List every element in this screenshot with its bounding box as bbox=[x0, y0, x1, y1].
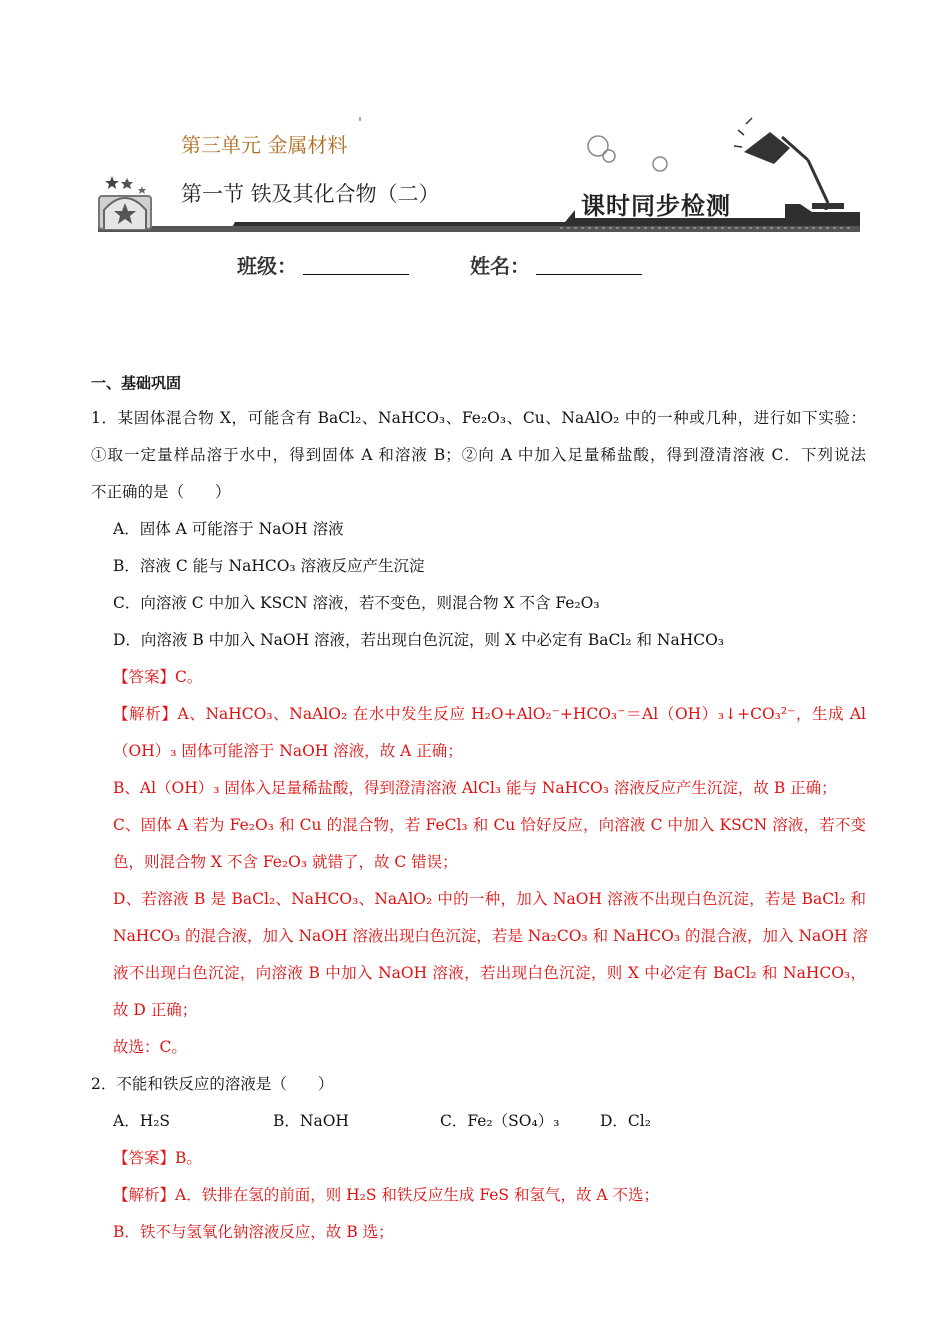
school-gate-icon bbox=[99, 176, 151, 229]
q2-option-c: C．Fe₂（SO₄）₃ bbox=[440, 1112, 560, 1130]
document-body bbox=[91, 368, 866, 1251]
q1-stem-line: 1．某固体混合物 X，可能含有 BaCl₂、NaHCO₃、Fe₂O₃、Cu、NaAlO₂ 中的一种或几种，进行如下实验： bbox=[91, 409, 866, 427]
q1-explanation-line: 液不出现白色沉淀，向溶液 B 中加入 NaOH 溶液，若出现白色沉淀，则 X 中必定有 BaCl₂ 和 NaHCO₃， bbox=[113, 964, 866, 982]
class-label: 班级： bbox=[237, 254, 297, 278]
q1-explanation-line: 【解析】A、NaHCO₃、NaAlO₂ 在水中发生反应 H₂O+AlO₂⁻+HCO₃⁻＝Al（OH）₃↓+CO₃²⁻，生成 Al bbox=[113, 705, 866, 723]
q1-option-a: A．固体 A 可能溶于 NaOH 溶液 bbox=[113, 520, 344, 538]
q1-explanation-line: （OH）₃ 固体可能溶于 NaOH 溶液，故 A 正确； bbox=[113, 742, 463, 760]
q2-option-a: A．H₂S bbox=[113, 1112, 171, 1130]
q2-options bbox=[91, 1103, 866, 1140]
q1-explanation-line: 故 D 正确； bbox=[113, 1001, 198, 1019]
unit-title: 第三单元 金属材料 bbox=[181, 133, 348, 157]
q1-stem-line: ①取一定量样品溶于水中，得到固体 A 和溶液 B；②向 A 中加入足量稀盐酸，得到澄清溶液 C．下列说法 bbox=[91, 446, 866, 464]
q1-explanation-line: 故选：C。 bbox=[113, 1038, 187, 1056]
section-heading: 一、基础巩固 bbox=[91, 374, 182, 392]
q1-explanation-line: D、若溶液 B 是 BaCl₂、NaHCO₃、NaAlO₂ 中的一种，加入 NaOH 溶液不出现白色沉淀，若是 BaCl₂ 和 bbox=[113, 890, 866, 908]
class-blank[interactable] bbox=[303, 256, 409, 275]
q1-explanation-line: 色，则混合物 X 不含 Fe₂O₃ 就错了，故 C 错误； bbox=[113, 853, 458, 871]
q2-option-d: D．Cl₂ bbox=[600, 1112, 651, 1130]
q1-option-b: B．溶液 C 能与 NaHCO₃ 溶液反应产生沉淀 bbox=[113, 557, 425, 575]
section-title: 第一节 铁及其化合物（二） bbox=[181, 182, 440, 206]
q1-explanation-line: B、Al（OH）₃ 固体入足量稀盐酸，得到澄清溶液 AlCl₃ 能与 NaHCO₃ 溶液反应产生沉淀，故 B 正确； bbox=[113, 779, 837, 797]
q1-option-c: C．向溶液 C 中加入 KSCN 溶液，若不变色，则混合物 X 不含 Fe₂O₃ bbox=[113, 594, 600, 612]
page-header bbox=[0, 0, 950, 300]
banner-title: 课时同步检测 bbox=[581, 191, 731, 220]
name-field bbox=[470, 250, 642, 279]
name-blank[interactable] bbox=[536, 256, 642, 275]
q1-option-d: D．向溶液 B 中加入 NaOH 溶液，若出现白色沉淀，则 X 中必定有 BaCl₂ 和 NaHCO₃ bbox=[113, 631, 724, 649]
q2-explanation-line: 【解析】A．铁排在氢的前面，则 H₂S 和铁反应生成 FeS 和氢气，故 A 不选； bbox=[113, 1186, 659, 1204]
name-label: 姓名： bbox=[470, 254, 530, 278]
q2-explanation-line: B．铁不与氢氧化钠溶液反应，故 B 选； bbox=[113, 1223, 394, 1241]
q2-stem: 2．不能和铁反应的溶液是（ ） bbox=[91, 1075, 334, 1093]
q1-explanation-line: C、固体 A 若为 Fe₂O₃ 和 Cu 的混合物，若 FeCl₃ 和 Cu 恰好反应，向溶液 C 中加入 KSCN 溶液，若不变 bbox=[113, 816, 866, 834]
q1-explanation-line: NaHCO₃ 的混合液，加入 NaOH 溶液出现白色沉淀，若是 Na₂CO₃ 和 NaHCO₃ 的混合液，加入 NaOH 溶 bbox=[113, 927, 868, 945]
class-field bbox=[237, 250, 409, 279]
q1-stem-line: 不正确的是（ ） bbox=[91, 483, 231, 501]
q1-answer: 【答案】C。 bbox=[113, 668, 203, 686]
q2-answer: 【答案】B。 bbox=[113, 1149, 202, 1167]
q2-option-b: B．NaOH bbox=[273, 1112, 349, 1130]
bubbles-decoration bbox=[588, 136, 667, 171]
